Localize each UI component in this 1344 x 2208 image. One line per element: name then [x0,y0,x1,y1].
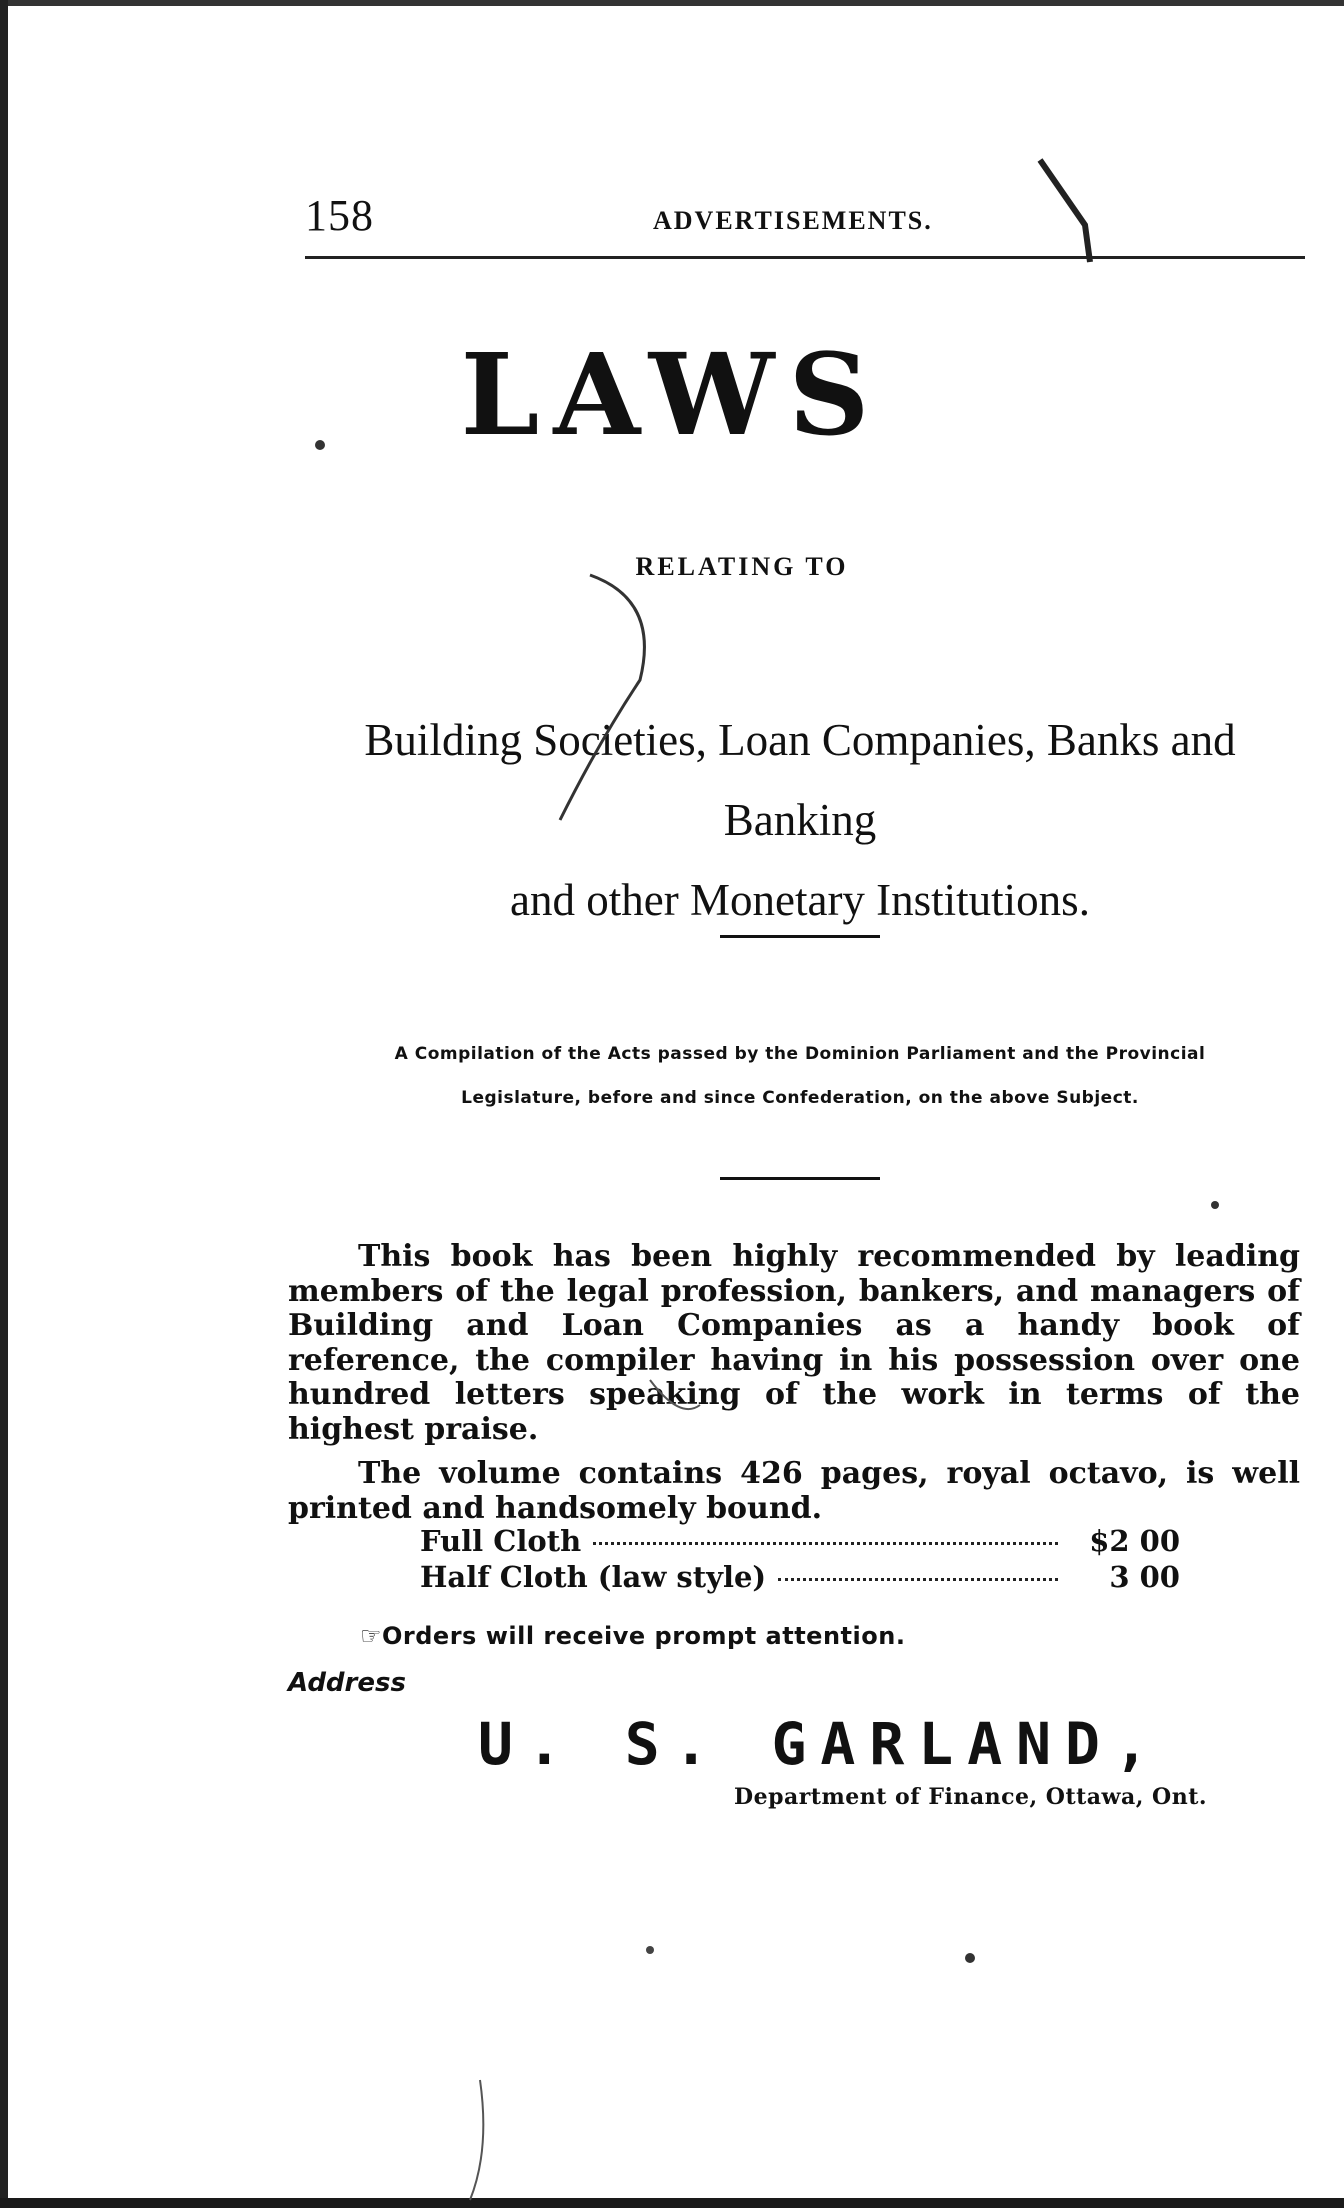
scan-edge-bottom [0,2198,1344,2208]
scan-edge-top [0,0,1344,6]
price-label: Full Cloth [420,1524,582,1558]
running-head [305,190,1305,250]
ink-speck [1211,1201,1219,1209]
compilation-note [280,1032,1320,1120]
header-rule [305,256,1305,259]
relating-to-label: RELATING TO [635,552,849,581]
address-label: Address [288,1668,406,1698]
description-paragraph-2: The volume contains 426 pages, royal octavo, is well printed and handsomely bound. [288,1456,1300,1526]
price-value: $2 00 [1089,1524,1180,1558]
price-list [420,1524,1180,1596]
ink-speck [965,1953,975,1963]
description-paragraph-1: This book has been highly recommended by leading members of the legal profession, bankers, and managers of Building and Loan Companies as a handy book of reference, the compiler having in his possession over one hundred letters speaking of the work in terms of the highest praise. [288,1239,1300,1447]
subject-line-1: Building Societies, Loan Companies, Banks and Banking [364,715,1236,845]
author-name: U. S. GARLAND, [478,1710,1163,1778]
price-row-full-cloth [420,1524,1180,1560]
section-title: ADVERTISEMENTS. [653,206,933,235]
compilation-line-2: Legislature, before and since Confederation, on the above Subject. [461,1088,1139,1108]
description-body [288,1240,1300,1536]
subject-line-2: and other Monetary Institutions. [510,875,1090,925]
price-value: 3 00 [1109,1560,1180,1594]
divider-rule-1 [720,935,880,938]
price-row-half-cloth [420,1560,1180,1596]
price-label: Half Cloth (law style) [420,1560,767,1594]
orders-note: ☞Orders will receive prompt attention. [360,1622,906,1650]
dot-leader [593,1542,1058,1545]
compilation-line-1: A Compilation of the Acts passed by the Dominion Parliament and the Provincial [394,1044,1206,1064]
divider-rule-2 [720,1177,880,1180]
pen-stroke-mark [470,2080,483,2200]
page-title: LAWS [460,330,884,461]
page-number: 158 [305,191,374,240]
ink-speck [646,1946,654,1954]
dot-leader [778,1578,1058,1581]
subject-block [290,700,1310,940]
author-address: Department of Finance, Ottawa, Ont. [734,1784,1208,1810]
